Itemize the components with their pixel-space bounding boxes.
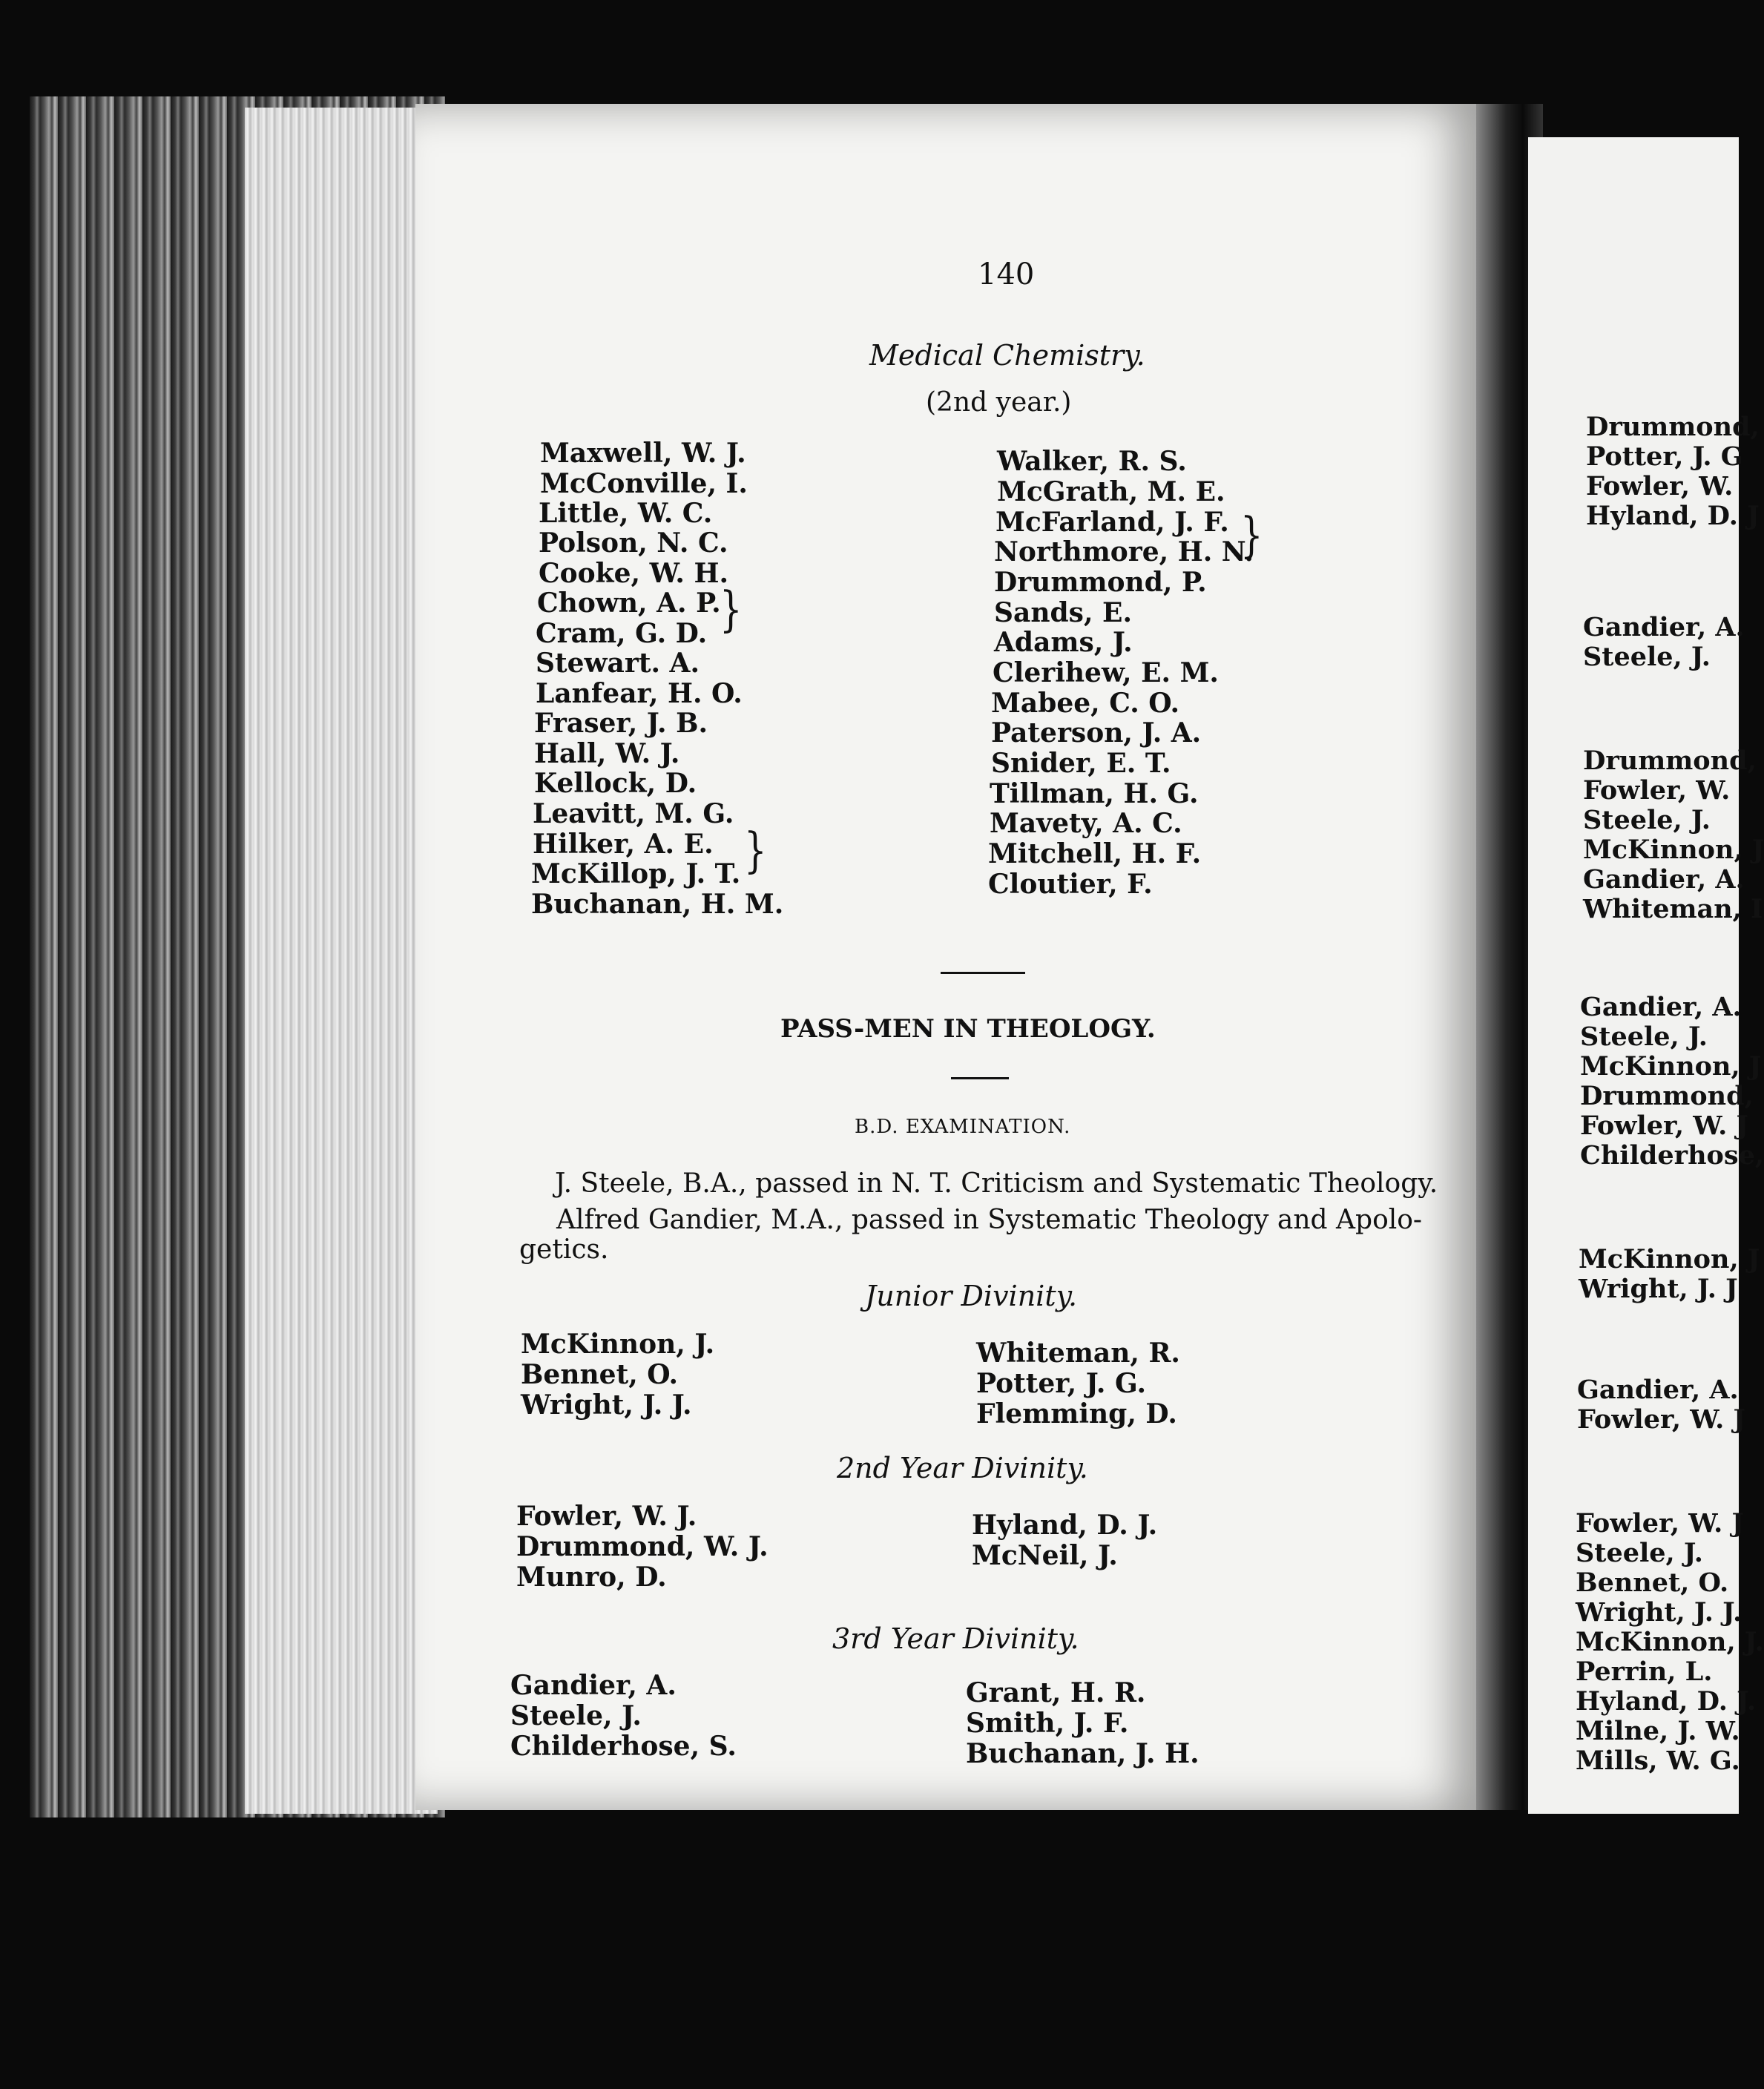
list-item: Walker, R. S. (997, 446, 1187, 477)
bd-paragraph-1: J. Steele, B.A., passed in N. T. Criticism and Systematic Theology. (555, 1168, 1438, 1199)
list-item: Kellock, D. (534, 768, 697, 799)
list-item: Mitchell, H. F. (988, 838, 1202, 869)
list-item: Flemming, D. (976, 1398, 1177, 1430)
list-item: Tillman, H. G. (990, 778, 1199, 809)
list-item: Fowler, W. J (1576, 1508, 1745, 1539)
bracket-icon: } (720, 582, 743, 638)
second-year-divinity-heading: 2nd Year Divinity. (837, 1452, 1088, 1484)
list-item: Fowler, W. J (1577, 1404, 1746, 1435)
list-item: Northmore, H. N. (994, 536, 1254, 568)
list-item: Perrin, L. (1576, 1657, 1713, 1687)
list-item: Mabee, C. O. (991, 688, 1180, 719)
list-item: Adams, J. (994, 627, 1133, 658)
list-item: Steele, J. (1583, 805, 1711, 835)
list-item: Wright, J. J. (1576, 1597, 1742, 1628)
list-item: Paterson, J. A. (991, 717, 1202, 749)
list-item: Cloutier, F. (988, 869, 1153, 900)
list-item: Gandier, A. (510, 1670, 677, 1701)
list-item: Lanfear, H. O. (536, 678, 743, 709)
list-item: Buchanan, J. H. (966, 1738, 1199, 1769)
list-item: Whiteman, I (1583, 894, 1763, 924)
list-item: Fraser, J. B. (534, 708, 708, 739)
list-item: McGrath, M. E. (997, 476, 1225, 507)
list-item: Munro, D. (516, 1562, 667, 1593)
list-item: Gandier, A. (1580, 992, 1742, 1022)
bracket-icon: } (744, 823, 767, 879)
theology-title: PASS-MEN IN THEOLOGY. (780, 1014, 1156, 1044)
list-item: McFarland, J. F. (995, 507, 1229, 538)
list-item: Chown, A. P. (537, 588, 721, 619)
list-item: Clerihew, E. M. (993, 657, 1219, 688)
list-item: Fowler, W. J (1580, 1111, 1749, 1141)
list-item: Gandier, A. (1583, 612, 1745, 642)
list-item: Sands, E. (994, 597, 1132, 628)
list-item: Drummond, (1580, 1081, 1754, 1111)
list-item: Milne, J. W. (1576, 1716, 1740, 1746)
list-item: Mills, W. G. (1576, 1746, 1740, 1776)
divider-rule (951, 1077, 1009, 1079)
list-item: Drummond, (1583, 746, 1757, 776)
list-item: Steele, J. (1580, 1022, 1708, 1052)
junior-divinity-heading: Junior Divinity. (865, 1280, 1078, 1312)
list-item: Cram, G. D. (536, 618, 708, 649)
list-item: Childerhose, S. (510, 1731, 737, 1762)
list-item: McNeil, J. (972, 1540, 1118, 1571)
list-item: Hilker, A. E. (533, 829, 714, 860)
medical-chemistry-heading: Medical Chemistry. (869, 339, 1145, 372)
list-item: Smith, J. F. (966, 1708, 1129, 1739)
list-item: Maxwell, W. J. (540, 438, 746, 469)
list-item: Whiteman, R. (976, 1338, 1180, 1369)
list-item: Drummond, (1586, 412, 1760, 442)
page-number: 140 (978, 257, 1035, 292)
list-item: Cooke, W. H. (539, 558, 729, 589)
list-item: Grant, H. R. (966, 1677, 1146, 1708)
list-item: McKinnon, J. (521, 1329, 715, 1360)
list-item: Fowler, W. (1586, 471, 1734, 501)
list-item: Stewart. A. (536, 648, 700, 679)
list-item: Leavitt, M. G. (533, 798, 734, 829)
list-item: McKinnon, J (1579, 1244, 1760, 1274)
list-item: Wright, J. J. (521, 1389, 692, 1421)
list-item: McConville, I. (540, 468, 748, 499)
list-item: Drummond, W. J. (516, 1531, 769, 1562)
list-item: Hall, W. J. (534, 738, 680, 769)
bd-paragraph-2-line-2: getics. (519, 1234, 609, 1265)
list-item: Hyland, D. J (1586, 501, 1760, 531)
list-item: Buchanan, H. M. (531, 889, 784, 920)
list-item: Fowler, W. (1583, 775, 1731, 806)
list-item: McKinnon, J. (1576, 1627, 1764, 1657)
list-item: Potter, J. G. (976, 1368, 1146, 1399)
bracket-icon: } (1240, 507, 1263, 564)
list-item: McKinnon, J (1580, 1051, 1762, 1082)
list-item: Drummond, P. (994, 567, 1207, 598)
list-item: Bennet, O. (1576, 1567, 1729, 1598)
medical-chemistry-subheading: (2nd year.) (926, 387, 1072, 418)
list-item: Steele, J. (1576, 1538, 1703, 1568)
list-item: Steele, J. (510, 1700, 642, 1731)
third-year-divinity-heading: 3rd Year Divinity. (832, 1622, 1079, 1655)
bd-paragraph-2-line-1: Alfred Gandier, M.A., passed in Systematic Theology and Apolo- (556, 1205, 1423, 1235)
list-item: Bennet, O. (521, 1359, 679, 1390)
book-page-edges-light (245, 108, 438, 1814)
list-item: Childerhose, (1580, 1140, 1764, 1171)
list-item: McKinnon, J (1583, 835, 1764, 865)
list-item: Snider, E. T. (991, 748, 1171, 779)
list-item: Hyland, D. J. (972, 1510, 1158, 1541)
list-item: Polson, N. C. (539, 527, 728, 559)
list-item: Little, W. C. (539, 498, 713, 529)
list-item: Wright, J. J (1579, 1274, 1738, 1304)
list-item: Gandier, A. (1583, 864, 1745, 895)
bd-examination-heading: B.D. EXAMINATION. (855, 1116, 1071, 1138)
list-item: Hyland, D. J. (1576, 1686, 1757, 1717)
list-item: Potter, J. G (1586, 441, 1743, 472)
list-item: McKillop, J. T. (531, 858, 741, 889)
list-item: Mavety, A. C. (990, 808, 1182, 839)
list-item: Gandier, A. (1577, 1375, 1739, 1405)
list-item: Steele, J. (1583, 642, 1711, 672)
divider-rule (941, 972, 1025, 974)
list-item: Fowler, W. J. (516, 1501, 697, 1532)
